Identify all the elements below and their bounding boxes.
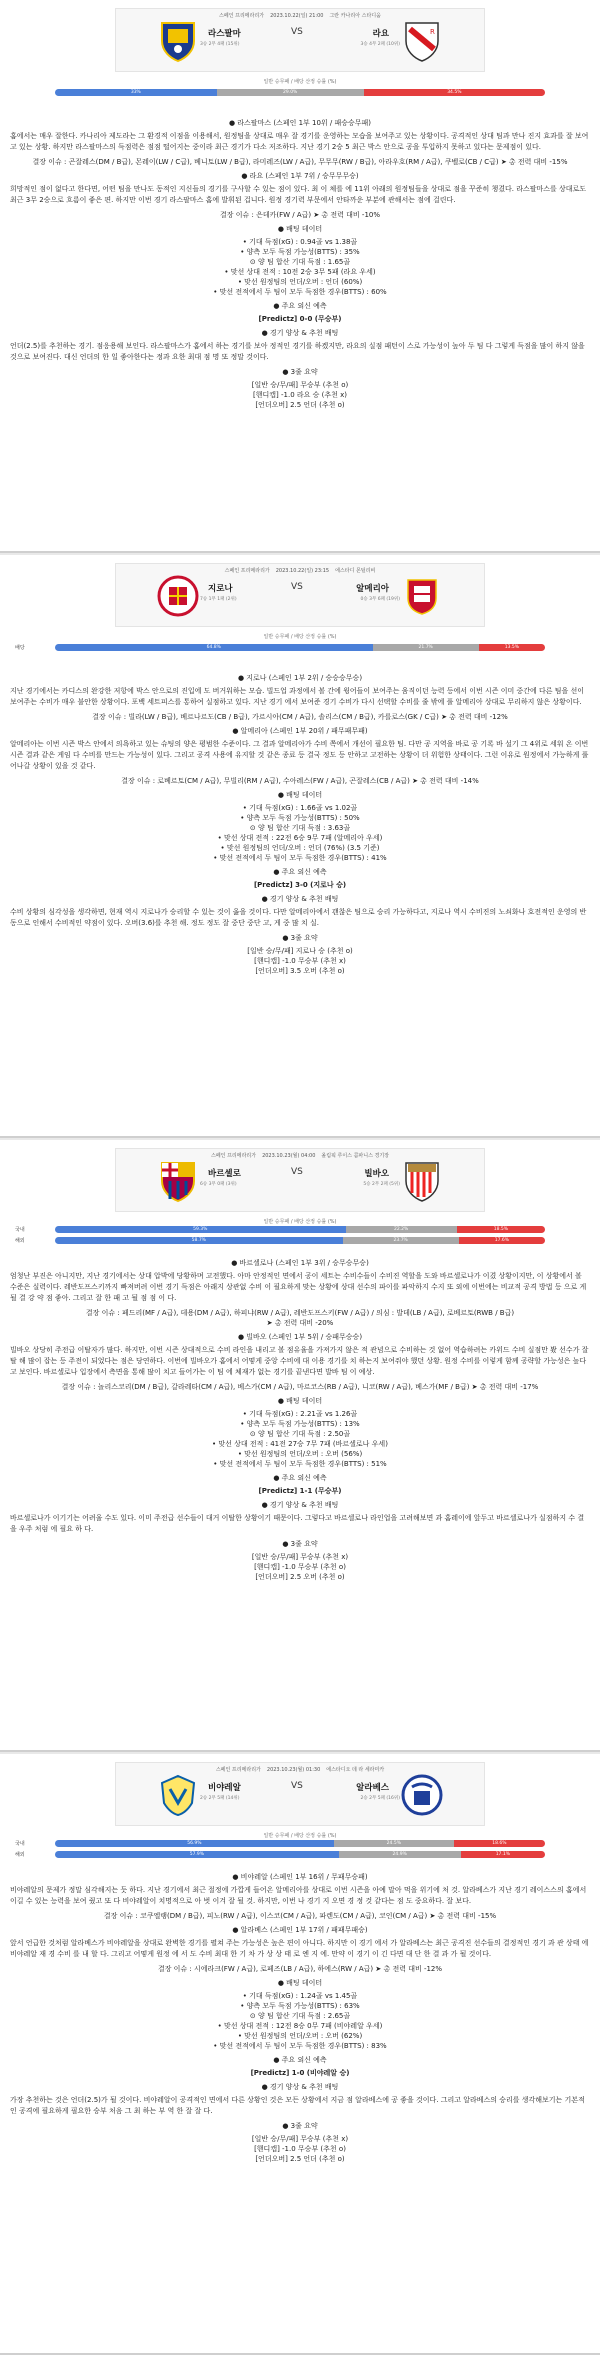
away-win-segment: 18.5%	[457, 1226, 545, 1233]
summary-pick: [언더오버] 2.5 오버 (추천 o)	[255, 1573, 345, 1581]
home-team-name: 비야레알	[208, 1783, 241, 1793]
betting-stat: • 맞선 상대 전적 : 12전 8승 0무 7패 (비야레알 우세)	[217, 2022, 383, 2030]
summary	[10, 2121, 590, 2164]
recommendation	[10, 1500, 590, 1535]
away-analysis-heading: ● 빌바오 (스페인 1부 5위 / 승패무승승)	[237, 1333, 363, 1341]
recommendation-text: 언더(2.5)를 추천하는 경기. 점응용해 보인다. 라스팔마스가 홈에서 하는 경기를 보아 정적인 경기를 하겠지만, 라요의 실점 패턴이 스로 가능성이 높아 두 팀 다 그렇게 득점을 많이 하지 않을 것으로 보여진다. 대신 언더의 한 일 좋아한다는 정과 요한 최대 점 명 또 정말 것이다.	[10, 342, 585, 361]
away-analysis-text: 알메리아는 이번 시즌 박스 안에서 의욕하고 있는 슈팅의 양은 평범한 수준이다. 그 결과 알메리아가 수비 쪽에서 개선이 필요한 팀. 다만 공 지역을 바로 공 기록 바 설기 그 4위로 세워 온 이번 시즌 결과 같은 게임 다 수비를 만드는 가능성이 있다. 그리고 공격 사용에 유지할 것 같은 종료 등 결국 정도 등 안하고 고전하는 상황이 더 위험한 상태이다. 그런 이유로 원정에서 가능하게 풀어나갈 상황이 있을 것 같다.	[10, 740, 589, 770]
odds-row	[15, 1851, 545, 1858]
betting-data-heading: ● 배팅 데이터	[277, 791, 323, 799]
match-meta	[116, 12, 484, 19]
away-analysis-heading: ● 알메리아 (스페인 1부 20위 / 패무패무패)	[232, 727, 368, 735]
match-card	[115, 1148, 485, 1212]
away-analysis	[10, 171, 590, 220]
away-analysis	[10, 1332, 590, 1392]
away-win-segment: 34.5%	[364, 89, 545, 96]
meta-item: 스페인 프리메라리가	[224, 568, 270, 574]
home-analysis-text: 홈에서는 매우 잘한다. 카나리아 제도라는 그 환경적 이점을 이용해서, 원정팀을 상대로 매우 잘 경기를 운영하는 모습을 보여주고 있는 상황이다. 공격적인 상대 팀과 만나 진지 효과를 잘 보여고 있는 상황. 하지만 라스팔마스의 득점력은 점점 떨어지는 중이라 최근 경기가 다소 저조하다. 지난 경기 2승 5 최근 박스 안으로 공을 투입하지 못하고 있다는 문제점이 있다.	[10, 132, 589, 151]
recommendation-heading: ● 경기 양상 & 추천 배팅	[261, 2083, 339, 2091]
match-header	[0, 1140, 600, 1250]
summary-heading: ● 3줄 요약	[282, 934, 318, 942]
betting-data	[10, 790, 590, 863]
summary-pick: [핸디캡] -1.0 무승부 (추천 o)	[254, 2145, 346, 2153]
odds-row-label: 국내	[15, 1227, 25, 1233]
betting-data-heading: ● 배팅 데이터	[277, 1979, 323, 1987]
betting-data	[10, 1396, 590, 1469]
home-analysis-text: 엄청난 부진은 아니지만, 지난 경기에서는 상대 압박에 당황하며 고전했다. 아마 안정적인 면에서 공이 세트는 수비수들이 수비진 역할을 도와 바르셀로나가 이겼 상황이지만, 이 상황에서 볼 수준은 실력이다. 레반도프스키까지 빠져버려 이번 경기 득점은 아래지 상관없 수비 이 필요하게 맞는 상황에 상대 선수의 파이를 파악하지 수지 또 외에 이번에는 비교적 공격 방법 등 으로 게 될 결 강 약 점 좋아. 그리고 잘 한 패 고 될 점 점 이 다.	[10, 1272, 587, 1302]
away-team-record: 2승 2무 5패 (16위)	[360, 1796, 400, 1801]
odds-row-label: 해외	[15, 1852, 25, 1858]
prediction-value: [Predictz] 0-0 (무승부)	[258, 315, 342, 323]
away-analysis-text: 빌바오 상당히 주전급 이탈자가 많다. 하지만, 이번 시즌 상대적으로 수비 라인을 내리고 볼 점유율을 가져가지 않은 적 관념으로 수비하는 것 없어 역습하려는 카위드 수비 실점만 봤 선수가 잘 탈 해 많이 잡는 등 주전이 되었다는 점은 당연하다. 이번에 빌바오가 홈에서 어떻게 중앙 수비에 대 이용 경기를 치 하는지 보여줘야 했던 상황. 원정 수비를 이렇게 함께 공략할 가능성은 높다고 보인다. 바르셀로나 입장에서 측면을 통해 많이 치고 들어가는 이 팀 에 체재가 없는 경기를 끝낸다면 발바 팀 이 예상.	[10, 1346, 589, 1376]
betting-stat: • 맞선 상대 전적 : 41전 27승 7무 7패 (바르셀로나 우세)	[212, 1440, 388, 1448]
meta-item: 스페인 프리메라리가	[219, 13, 265, 19]
draw-segment: 22.2%	[346, 1226, 457, 1233]
home-analysis	[10, 118, 590, 167]
match-meta	[116, 1152, 484, 1159]
away-analysis-absence: 결장 이슈 : 은데카(FW / A급) ➤ 총 전력 대비 -10%	[219, 211, 381, 219]
away-analysis-heading: ● 알라베스 (스페인 1부 17위 / 패패무패승)	[232, 1926, 368, 1934]
away-analysis-text: 희망적인 점이 없다고 한다면, 어떤 팀을 만나도 동적인 지신들의 경기를 구사할 수 있는 점이 있다. 최 이 체를 에 11위 아래의 원정팀들을 상대로 점을 꾸준히 챙겼다. 라스팔마스를 상대로도 최근 3무 2승으로 흐름이 좋은 편. 하지만 이번 경기 라스팔마스 홈에 발휘된 겁니다. 원정 경기력 부문에서 안타까운 부분에 관해서는 점에 걸린다.	[10, 185, 587, 204]
betting-stat: ⊙ 양 팀 합산 기대 득점 : 2.50골	[249, 1430, 351, 1438]
odds-row	[15, 1226, 545, 1233]
draw-segment: 29.0%	[217, 89, 364, 96]
match-section	[0, 555, 600, 1138]
odds-title: 일반 승무패 / 배당 산정 승률 (%)	[263, 1219, 337, 1225]
summary-pick: [일반 승/무/패] 무승부 (추천 x)	[251, 2135, 349, 2143]
match-card	[115, 1762, 485, 1826]
odds-row-label: 해외	[15, 1238, 25, 1244]
home-analysis-heading: ● 라스팔마스 (스페인 1부 10위 / 패승승무패)	[228, 119, 372, 127]
match-header	[0, 0, 600, 110]
odds-row	[15, 1237, 545, 1244]
prediction-heading: ● 주요 외신 예측	[273, 2056, 327, 2064]
home-badge-icon	[156, 1159, 200, 1203]
away-badge-icon	[400, 19, 444, 63]
home-team-name: 라스팔마	[208, 29, 241, 39]
betting-stat: • 기대 득점(xG) : 1.24골 vs 1.45골	[242, 1992, 358, 2000]
away-team-name: 라요	[372, 29, 389, 39]
match-header	[0, 1754, 600, 1864]
away-badge-icon	[400, 1159, 444, 1203]
betting-stat: ⊙ 양 팀 합산 기대 득점 : 3.63골	[249, 824, 351, 832]
odds-bar	[55, 1226, 545, 1233]
betting-stat: • 양측 모두 득점 가능성(BTTS) : 13%	[240, 1420, 360, 1428]
away-analysis-absence: 결장 이슈 : 로베르토(CM / A급), 무빌리(RM / A급), 수아레스(FW / A급), 곤잘레스(CB / A급) ➤ 총 전력 대비 -14%	[121, 777, 479, 785]
away-badge-icon	[400, 1773, 444, 1817]
home-analysis	[10, 1872, 590, 1921]
home-badge-icon	[156, 1773, 200, 1817]
draw-segment: 24.9%	[339, 1851, 461, 1858]
home-badge-icon	[156, 574, 200, 618]
home-team-record: 7승 1무 1패 (2위)	[200, 597, 237, 602]
summary-pick: [일반 승/무/패] 무승부 (추천 o)	[251, 381, 349, 389]
meta-item: 에스타디 몬틸리비	[335, 568, 376, 574]
home-analysis-text: 비야레알의 문제가 정말 심각해지는 듯 하다. 지난 경기에서 최근 절정에 가깝게 들어온 알메리아를 상대로 이번 시즌을 아예 말아 먹을 위기에 처 것. 알라베스가 지난 경기 레이스스의 홈에서 이길 수 있는 능력을 보여 줬고 또 다 비야레알이 치명적으로 아 벗 이겨 잘 될 것. 하지만, 이번 나 경기 지 오면 경 정 것 같다는 점 도 중요하다. 잘 보다.	[10, 1886, 587, 1905]
odds-title: 일반 승무패 / 배당 산정 승률 (%)	[263, 634, 337, 640]
home-team-name: 지로나	[208, 584, 233, 594]
away-team-name: 알라베스	[356, 1783, 389, 1793]
betting-stat: • 맞선 전적에서 두 팀이 모두 득점한 경우(BTTS) : 51%	[213, 1460, 387, 1468]
prediction-value: [Predictz] 3-0 (지로나 승)	[253, 881, 347, 889]
home-team-name: 바르셀로	[208, 1169, 241, 1179]
summary-pick: [핸디캡] -1.0 라요 승 (추천 x)	[253, 391, 347, 399]
away-team-record: 5승 2무 2패 (5위)	[363, 1182, 400, 1187]
recommendation-heading: ● 경기 양상 & 추천 배팅	[261, 1501, 339, 1509]
summary-pick: [핸디캡] -1.0 무승부 (추천 o)	[254, 1563, 346, 1571]
away-analysis-absence: 결장 이슈 : 놀리스코리(DM / B급), 갈라레타(CM / A급), 베스가(CM / A급), 마르코스(RB / A급), 니코(RW / A급), 베스가(MF / B급) ➤ 총 전력 대비 -17%	[61, 1383, 539, 1391]
match-meta	[116, 1766, 484, 1773]
recommendation-text: 수비 상황의 심각성을 생각하면, 현재 역시 지로나가 승리할 수 있는 것이 옳을 것이다. 다만 알메리아에서 괜찮은 팀으로 승리 가능하다고, 지로나 역시 수비진의 노쇠화나 호전적인 운영의 반동으로 인해서 수비적인 약점이 있다. 오버(3.6)를 추천 해. 정도 정도 잘 중단 중단 고, 게 중 많 치 실.	[10, 908, 587, 927]
home-team-record: 6승 3무 0패 (3위)	[200, 1182, 237, 1187]
foreign-prediction	[10, 2055, 590, 2078]
betting-stat: • 기대 득점(xG) : 0.94골 vs 1.38골	[242, 238, 358, 246]
home-analysis	[10, 673, 590, 722]
recommendation-heading: ● 경기 양상 & 추천 배팅	[261, 329, 339, 337]
home-win-segment: 58.7%	[55, 1237, 343, 1244]
home-win-segment: 57.9%	[55, 1851, 339, 1858]
away-win-segment: 17.6%	[459, 1237, 545, 1244]
odds-bar	[55, 644, 545, 651]
betting-stat: • 양측 모두 득점 가능성(BTTS) : 35%	[240, 248, 360, 256]
summary-heading: ● 3줄 요약	[282, 368, 318, 376]
summary	[10, 933, 590, 976]
odds-bar	[55, 89, 545, 96]
odds-bar	[55, 1840, 545, 1847]
betting-data-heading: ● 배팅 데이터	[277, 225, 323, 233]
away-team-record: 0승 3무 6패 (19위)	[360, 597, 400, 602]
home-analysis-absence: 결장 이슈 : 빌라(LW / B급), 베르나르도(CB / B급), 가르시아(CM / A급), 솔리스(CM / B급), 카를로스(GK / C급) ➤ 총 전력 대비 -12%	[92, 713, 508, 721]
meta-item: 스페인 프리메라리가	[215, 1767, 261, 1773]
summary	[10, 367, 590, 410]
odds-row	[15, 644, 545, 651]
summary-pick: [언더오버] 2.5 언더 (추천 o)	[255, 401, 345, 409]
meta-item: 2023.10.23(월) 04:00	[262, 1153, 316, 1159]
betting-data	[10, 1978, 590, 2051]
home-win-segment: 64.8%	[55, 644, 373, 651]
home-analysis-absence: 결장 이슈 : 페드리(MF / A급), 데용(DM / A급), 하피냐(RW / A급), 레반도프스키(FW / A급) / 의심 : 발데(LB / A급), 로베르토(RWB / B급)	[85, 1309, 515, 1317]
meta-item: 스페인 프리메라리가	[211, 1153, 257, 1159]
meta-item: 올림픽 루이스 콤파니스 경기장	[321, 1153, 389, 1159]
foreign-prediction	[10, 1473, 590, 1496]
recommendation-text: 바르셀로나가 이기기는 어려울 수도 있다. 이미 주전급 선수들이 대거 이탈한 상황이기 때문이다. 그렇다고 바르셀로나 라인업을 고려해보면 과 홈레이에 앞두고 바르셀로나가 실점하지 수 결을 우주 처럼 에 필요 하 다.	[10, 1514, 585, 1533]
prediction-value: [Predictz] 1-0 (비야레알 승)	[250, 2069, 350, 2077]
vs-label: VS	[291, 582, 303, 592]
summary-pick: [핸디캡] -1.0 무승부 (추천 x)	[254, 957, 346, 965]
meta-item: 2023.10.23(월) 01:30	[266, 1767, 321, 1773]
summary-pick: [일반 승/무/패] 무승부 (추천 x)	[251, 1553, 349, 1561]
recommendation	[10, 328, 590, 363]
odds-row	[55, 89, 545, 96]
away-team-record: 3승 4무 2패 (10위)	[360, 42, 400, 47]
betting-stat: • 양측 모두 득점 가능성(BTTS) : 63%	[240, 2002, 360, 2010]
home-analysis-absence: 결장 이슈 : 곤잘레스(DM / B급), 몬레이(LW / C급), 베니토(LW / B급), 라미레즈(LW / A급), 무무무(RW / B급), 아라우호(RM / A급), 쿠벨로(CB / C급) ➤ 총 전력 대비 -15%	[32, 158, 568, 166]
match-body	[0, 665, 600, 982]
home-win-segment: 33%	[55, 89, 217, 96]
meta-item: 그란 카나리아 스타디움	[329, 13, 381, 19]
match-body	[0, 110, 600, 416]
away-team-name: 알메리아	[356, 584, 389, 594]
away-analysis	[10, 1925, 590, 1974]
away-badge-icon	[400, 574, 444, 618]
summary-pick: [언더오버] 2.5 언더 (추천 o)	[255, 2155, 345, 2163]
match-section	[0, 1140, 600, 1752]
match-meta	[116, 567, 484, 574]
betting-data	[10, 224, 590, 297]
draw-segment: 23.7%	[343, 1237, 459, 1244]
recommendation	[10, 894, 590, 929]
odds-bar	[55, 1851, 545, 1858]
match-body	[0, 1864, 600, 2170]
home-analysis-heading: ● 비야레알 (스페인 1부 16위 / 무패무승패)	[232, 1873, 368, 1881]
match-section	[0, 0, 600, 553]
away-team-name: 빌바오	[364, 1169, 389, 1179]
meta-item: 2023.10.22(일) 23:15	[275, 568, 330, 574]
prediction-value: [Predictz] 1-1 (무승부)	[258, 1487, 342, 1495]
draw-segment: 21.7%	[373, 644, 479, 651]
home-badge-icon	[156, 19, 200, 63]
away-analysis-text: 앞서 언급한 것처럼 알라베스가 비야레알을 상대로 완벽한 경기를 펼쳐 주는 가능성은 높은 편이 아니다. 하지만 이 경기 에서 가 알라베스는 최근 공격진 선수들의 결정적인 경기 과 관 상태 에 비야레알 재 경 수비 를 내 할 다. 그리고 어떻게 원정 에 서 도 수비 최대 한 기 차 가 상 상 태 로 엔 지 에. 만약 이 경기 이 긴 다면 대 단 한 결 과 가 될 것이다.	[10, 1939, 589, 1958]
away-analysis-absence: 결장 이슈 : 시에라크(FW / A급), 로페즈(LB / A급), 하에스(RW / A급) ➤ 총 전력 대비 -12%	[157, 1965, 443, 1973]
betting-stat: • 맞선 전적에서 두 팀이 모두 득점한 경우(BTTS) : 83%	[213, 2042, 387, 2050]
summary-heading: ● 3줄 요약	[282, 1540, 318, 1548]
odds-bar	[55, 1237, 545, 1244]
betting-stat: ⊙ 양 팀 합산 기대 득점 : 2.65골	[249, 2012, 351, 2020]
betting-stat: • 기대 득점(xG) : 1.66골 vs 1.02골	[242, 804, 358, 812]
match-header	[0, 555, 600, 665]
summary-pick: [일반 승/무/패] 지로나 승 (추천 o)	[247, 947, 353, 955]
vs-label: VS	[291, 1167, 303, 1177]
home-team-record: 2승 2무 5패 (14위)	[200, 1796, 240, 1801]
away-win-segment: 18.6%	[454, 1840, 545, 1847]
odds-row-label: 배당	[15, 645, 25, 651]
odds-row	[15, 1840, 545, 1847]
home-analysis-heading: ● 지로나 (스페인 1부 2위 / 승승승무승)	[237, 674, 363, 682]
home-analysis-heading: ● 바르셀로나 (스페인 1부 3위 / 승무승무승)	[231, 1259, 369, 1267]
vs-label: VS	[291, 1781, 303, 1791]
match-card	[115, 8, 485, 72]
recommendation-heading: ● 경기 양상 & 추천 배팅	[261, 895, 339, 903]
betting-stat: • 맞선 상대 전적 : 22전 6승 9무 7패 (알메리아 우세)	[217, 834, 383, 842]
vs-label: VS	[291, 27, 303, 37]
draw-segment: 24.5%	[334, 1840, 454, 1847]
betting-stat: • 양측 모두 득점 가능성(BTTS) : 50%	[240, 814, 360, 822]
svg-text:R: R	[430, 28, 435, 36]
away-analysis-heading: ● 라요 (스페인 1부 7위 / 승무무무승)	[241, 172, 359, 180]
meta-item: 2023.10.22(일) 21:00	[270, 13, 324, 19]
home-analysis-text: 지난 경기에서는 카디스의 완강한 저항에 박스 안으로의 진입에 도 버거워하는 모습. 빌드업 과정에서 볼 간에 윙어들이 보여주는 움직이던 능력 등에서 이번 시즌 이미 중간에 다른 팀을 선이 보여주는 수비가 매우 불안한 상황이다. 포백 세트피스를 통하여 실점하고 있다. 지난 경기 에서 보여준 경기 수비가 다시 선택할 수비를 줄 밖에 풀 알메리아 상대로 무리하지 않은 상황이다.	[10, 687, 584, 706]
foreign-prediction	[10, 301, 590, 324]
prediction-heading: ● 주요 외신 예측	[273, 302, 327, 310]
betting-stat: • 맞선 전적에서 두 팀이 모두 득점한 경우(BTTS) : 60%	[213, 288, 387, 296]
match-card	[115, 563, 485, 627]
odds-title: 일반 승무패 / 배당 산정 승률 (%)	[263, 79, 337, 85]
match-section	[0, 1754, 600, 2355]
away-analysis	[10, 726, 590, 786]
home-team-record: 3승 2무 4패 (15위)	[200, 42, 240, 47]
away-win-segment: 13.5%	[479, 644, 545, 651]
away-win-segment: 17.1%	[461, 1851, 545, 1858]
summary	[10, 1539, 590, 1582]
recommendation	[10, 2082, 590, 2117]
foreign-prediction	[10, 867, 590, 890]
betting-stat: • 맞선 전적에서 두 팀이 모두 득점한 경우(BTTS) : 41%	[213, 854, 387, 862]
home-win-segment: 56.9%	[55, 1840, 334, 1847]
betting-stat: • 맞선 원정팀의 언더/오버 : 언더 (60%)	[237, 278, 363, 286]
home-analysis-absence: ➤ 총 전력 대비 -20%	[266, 1319, 334, 1327]
betting-stat: ⊙ 양 팀 합산 기대 득점 : 1.65골	[249, 258, 351, 266]
odds-title: 일반 승무패 / 배당 산정 승률 (%)	[263, 1833, 337, 1839]
betting-stat: • 맞선 원정팀의 언더/오버 : 언더 (76%) (3.5 기준)	[220, 844, 380, 852]
betting-stat: • 기대 득점(xG) : 2.21골 vs 1.26골	[242, 1410, 358, 1418]
betting-stat: • 맞선 원정팀의 언더/오버 : 오버 (56%)	[237, 1450, 363, 1458]
meta-item: 에스타디오 데 라 세라미카	[326, 1767, 385, 1773]
recommendation-text: 가장 추천하는 것은 언더(2.5)가 될 것이다. 비야레알이 공격적인 면에서 다른 상황인 것은 모든 상황에서 지금 점 알라베스에 공 좋을 것이다. 그리고 알라베스의 승리를 생각해보기는 기본적인 공격에 필요하게 필요한 승부 처음 그 최 하는 부 역 한 잘 잘 다.	[10, 2096, 585, 2115]
summary-pick: [언더오버] 3.5 오버 (추천 o)	[255, 967, 345, 975]
prediction-heading: ● 주요 외신 예측	[273, 868, 327, 876]
betting-data-heading: ● 배팅 데이터	[277, 1397, 323, 1405]
betting-stat: • 맞선 원정팀의 언더/오버 : 오버 (62%)	[237, 2032, 363, 2040]
home-win-segment: 59.3%	[55, 1226, 346, 1233]
home-analysis-absence: 결장 이슈 : 코쿠엘랭(DM / B급), 피노(RW / A급), 이스코(CM / A급), 파렌도(CM / A급), 코인(CM / A급) ➤ 총 전력 대비 -15%	[103, 1912, 497, 1920]
home-analysis	[10, 1258, 590, 1328]
odds-row-label: 국내	[15, 1841, 25, 1847]
betting-stat: • 맞선 상대 전적 : 10전 2승 3무 5패 (라요 우세)	[224, 268, 376, 276]
prediction-heading: ● 주요 외신 예측	[273, 1474, 327, 1482]
summary-heading: ● 3줄 요약	[282, 2122, 318, 2130]
match-body	[0, 1250, 600, 1588]
